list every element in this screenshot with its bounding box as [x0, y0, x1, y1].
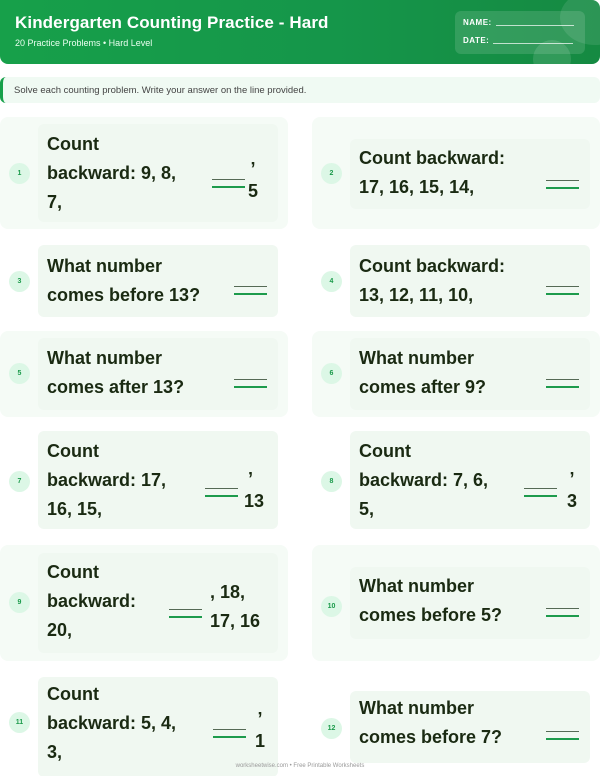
problem-number-badge: 3 [9, 271, 30, 292]
answer-line[interactable] [546, 379, 579, 388]
text-line: ’ [569, 469, 575, 489]
problem-number-badge: 10 [321, 596, 342, 617]
problem-number-badge: 12 [321, 718, 342, 739]
problem-tail [240, 158, 266, 202]
worksheet-title: Kindergarten Counting Practice - Hard [15, 13, 329, 32]
problem-text [359, 344, 486, 402]
name-line[interactable] [496, 25, 574, 26]
text-line: backward: 7, 6, [359, 470, 489, 490]
text-line: 5, [359, 499, 375, 519]
answer-line[interactable] [234, 379, 267, 388]
problem-text [47, 680, 176, 767]
problem-card-1 [0, 117, 288, 229]
answer-line[interactable] [205, 488, 238, 497]
text-line: 17, 16, 15, 14, [359, 177, 475, 197]
answer-line[interactable] [546, 731, 579, 740]
text-line: 20, [47, 620, 73, 640]
problem-text [359, 252, 505, 310]
problem-number-badge: 1 [9, 163, 30, 184]
text-line: ’ [248, 469, 254, 489]
problem-text [359, 144, 505, 202]
problem-number-badge: 11 [9, 712, 30, 733]
text-line: , 18, [210, 582, 246, 602]
problem-text [359, 572, 502, 630]
text-line: comes before 7? [359, 727, 503, 747]
problem-card-5 [0, 331, 288, 417]
text-line: backward: 17, [47, 470, 167, 490]
text-line: backward: 9, 8, [47, 163, 177, 183]
text-line: 1 [254, 731, 265, 751]
problem-number-badge: 5 [9, 363, 30, 384]
text-line: 7, [47, 192, 63, 212]
text-line: 5 [247, 181, 258, 201]
problem-text [359, 437, 488, 524]
text-line: Count [47, 684, 99, 704]
text-line: Count backward: [359, 148, 506, 168]
problem-card-4 [312, 242, 600, 322]
problem-card-2 [312, 117, 600, 229]
problem-card-11 [0, 672, 288, 776]
problem-text [47, 130, 176, 217]
text-line: 3 [566, 491, 577, 511]
problem-text [47, 437, 166, 524]
text-line: What number [47, 256, 162, 276]
text-line: 13 [244, 491, 265, 511]
answer-line[interactable] [213, 729, 246, 738]
text-line: comes after 9? [359, 377, 487, 397]
problem-tail [250, 708, 270, 752]
problem-number-badge: 4 [321, 271, 342, 292]
text-line: What number [47, 348, 162, 368]
answer-line[interactable] [546, 286, 579, 295]
worksheet-subtitle: 20 Practice Problems • Hard Level [15, 38, 153, 48]
problem-text [47, 558, 136, 645]
date-label: DATE: [463, 36, 490, 45]
text-line: 16, 15, [47, 499, 103, 519]
text-line: What number [359, 348, 474, 368]
problem-card-7 [0, 426, 288, 534]
name-date-box [455, 11, 585, 54]
text-line: Count [47, 134, 99, 154]
problem-tail [244, 468, 274, 512]
worksheet-header [0, 0, 600, 64]
text-line: ’ [257, 709, 263, 729]
footer-credit: worksheetwise.com • Free Printable Worksheets [235, 763, 365, 769]
problem-card-6 [312, 331, 600, 417]
problem-number-badge: 2 [321, 163, 342, 184]
problem-card-8 [312, 426, 600, 534]
text-line: ’ [250, 159, 256, 179]
date-field[interactable] [463, 36, 573, 45]
problem-tail [210, 578, 272, 636]
problem-number-badge: 8 [321, 471, 342, 492]
problem-card-12 [312, 672, 600, 776]
date-line[interactable] [493, 43, 573, 44]
problem-card-9 [0, 545, 288, 661]
text-line: Count [47, 562, 99, 582]
text-line: Count backward: [359, 256, 506, 276]
text-line: comes after 13? [47, 377, 185, 397]
text-line: What number [359, 698, 474, 718]
problem-number-badge: 6 [321, 363, 342, 384]
text-line: comes before 13? [47, 285, 201, 305]
answer-line[interactable] [524, 488, 557, 497]
problem-card-10 [312, 545, 600, 661]
text-line: backward: 5, 4, [47, 713, 177, 733]
instructions-banner: Solve each counting problem. Write your answer on the line provided. [0, 77, 600, 103]
problem-number-badge: 7 [9, 471, 30, 492]
problem-tail [562, 468, 582, 512]
answer-line[interactable] [546, 608, 579, 617]
answer-line[interactable] [169, 609, 202, 618]
problem-number-badge: 9 [9, 592, 30, 613]
name-label: NAME: [463, 18, 492, 27]
text-line: comes before 5? [359, 605, 503, 625]
problem-card-3 [0, 242, 288, 322]
text-line: Count [47, 441, 99, 461]
answer-line[interactable] [546, 180, 579, 189]
text-line: What number [359, 576, 474, 596]
problem-text [47, 344, 184, 402]
answer-line[interactable] [234, 286, 267, 295]
problem-text [47, 252, 200, 310]
text-line: 17, 16 [210, 611, 261, 631]
text-line: backward: [47, 591, 137, 611]
problem-text [359, 694, 502, 752]
text-line: Count [359, 441, 411, 461]
text-line: 13, 12, 11, 10, [359, 285, 474, 305]
name-field[interactable] [463, 18, 574, 27]
text-line: 3, [47, 742, 63, 762]
